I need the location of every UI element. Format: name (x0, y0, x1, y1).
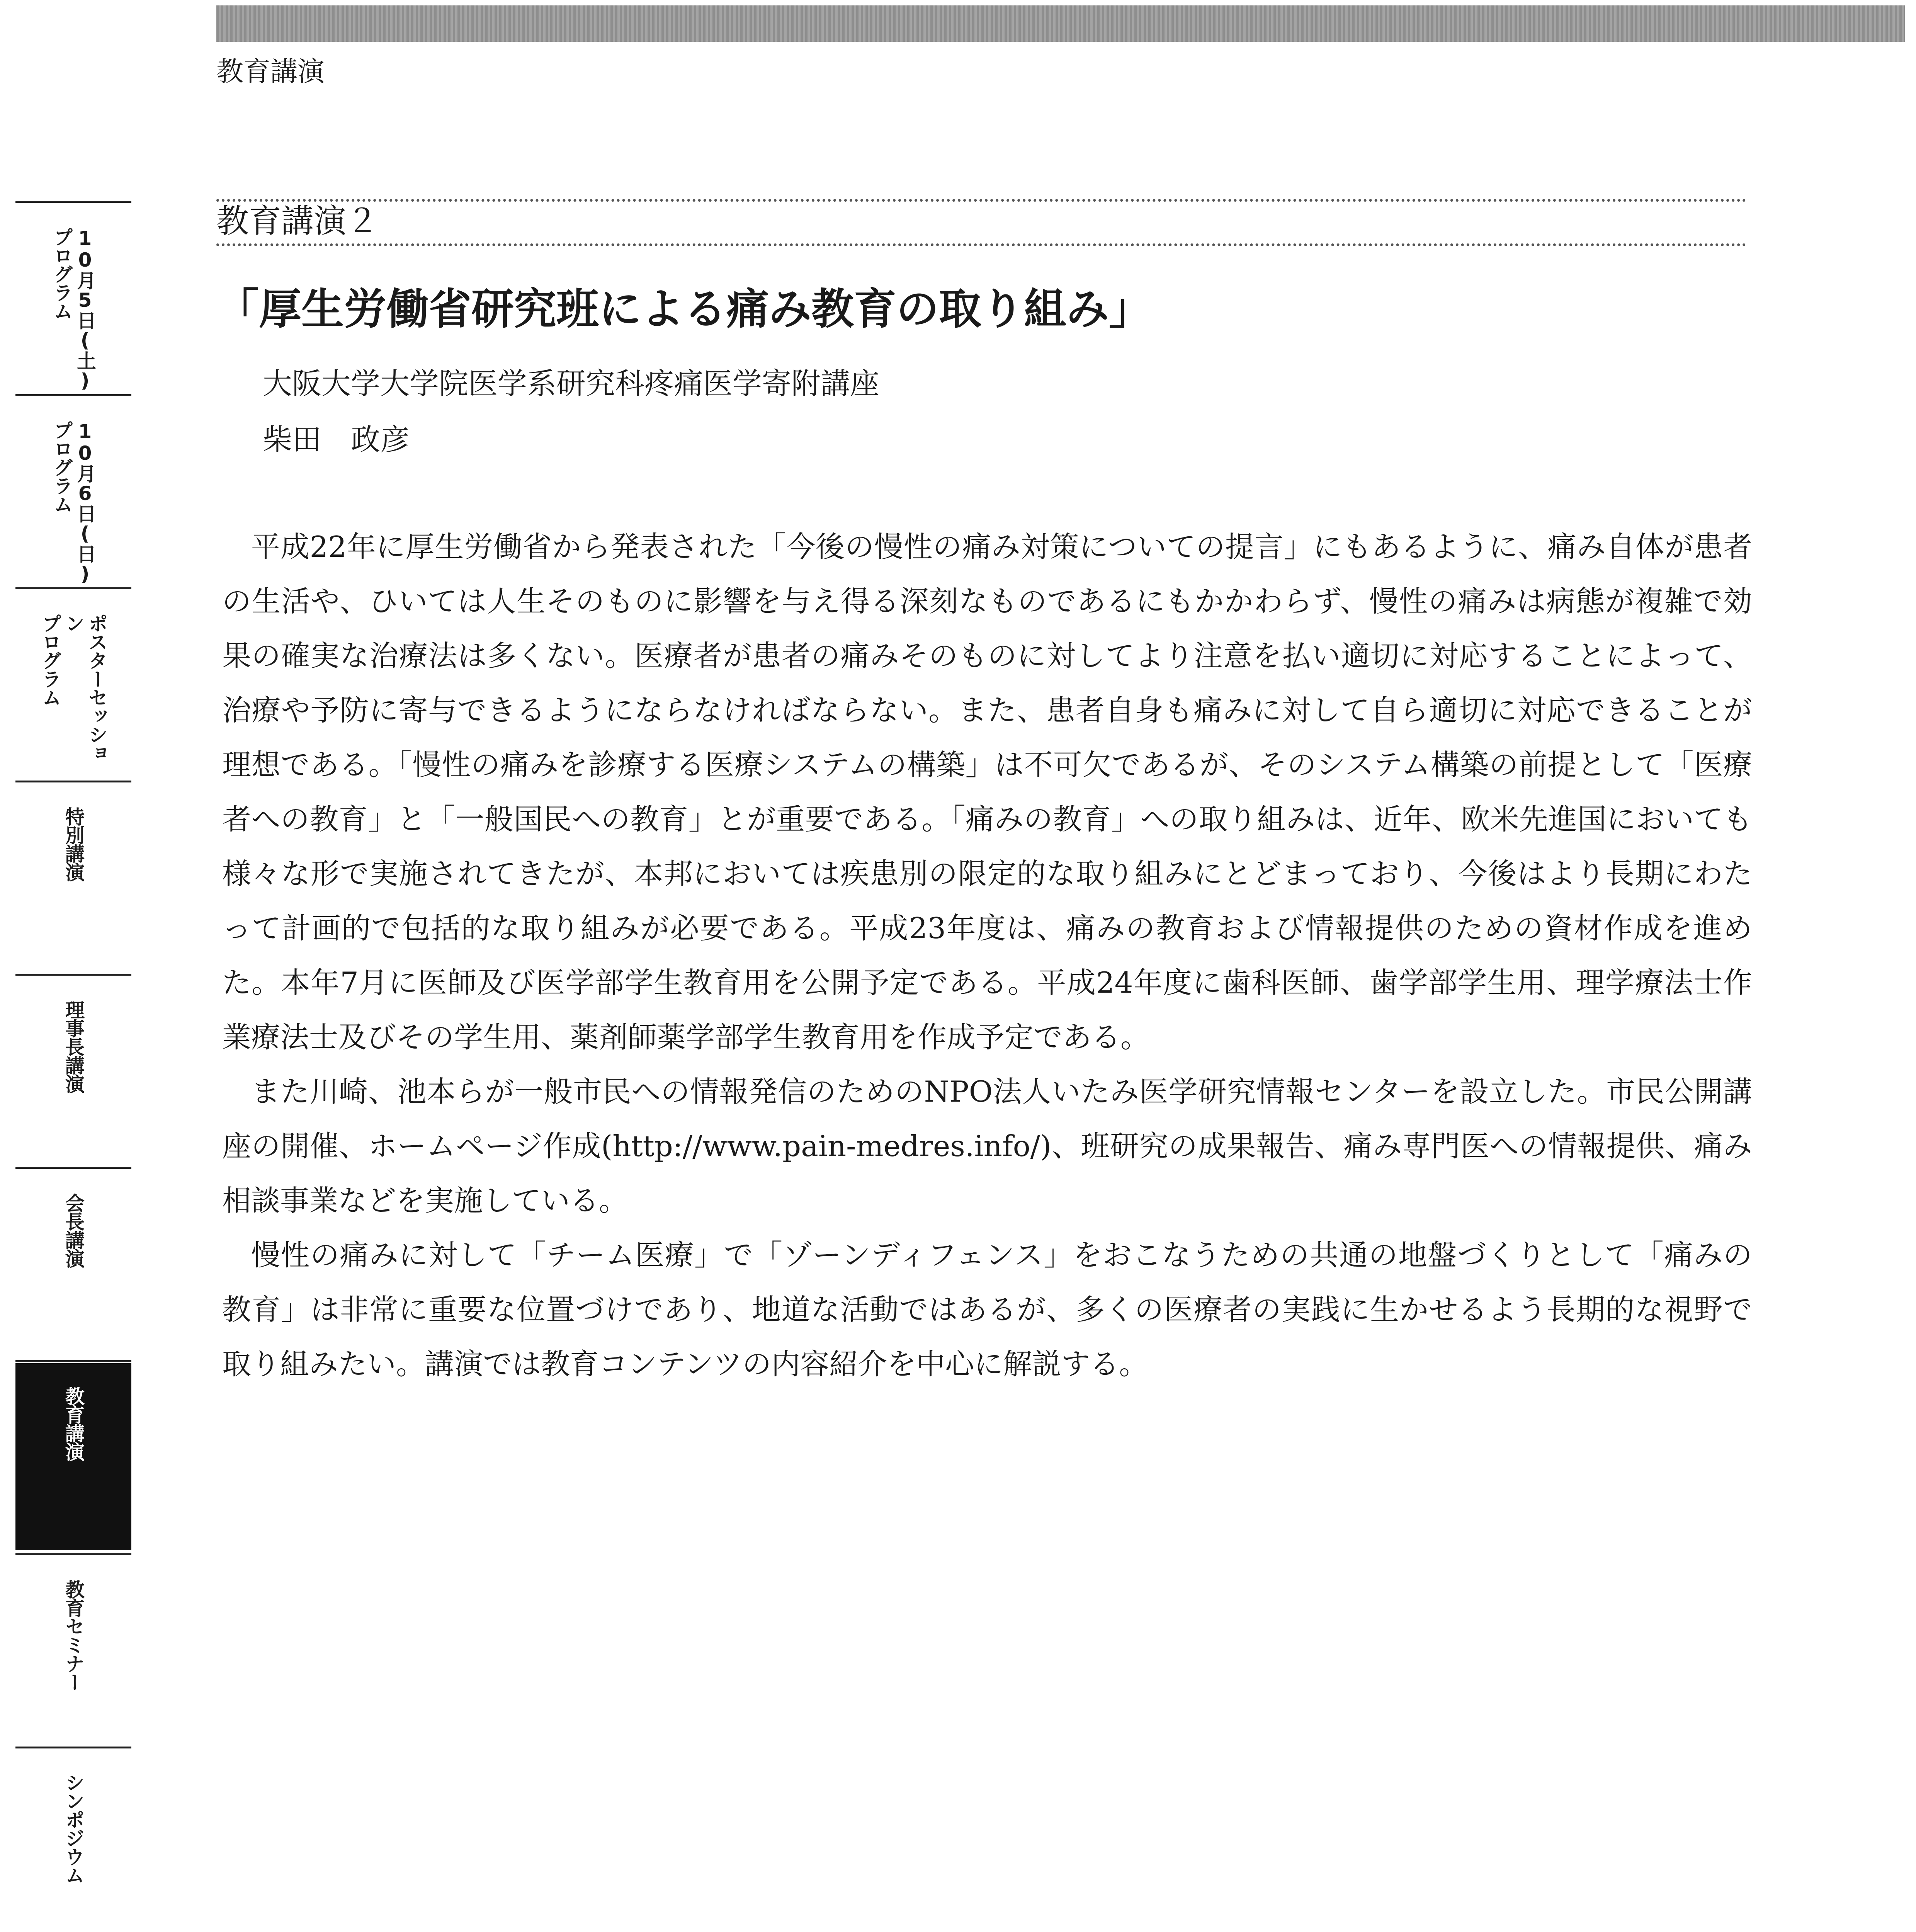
side-nav-tab[interactable] (15, 1556, 131, 1743)
side-nav-tab[interactable] (15, 397, 131, 584)
side-nav-tab-label: 教育セミナー (62, 1580, 85, 1691)
nav-separator (15, 1553, 131, 1555)
abstract-paragraph: 平成22年に厚生労働省から発表された「今後の慢性の痛み対策についての提言」にもあるように、痛み自体が患者の生活や、ひいては人生そのものに影響を与え得る深刻なものであるにもかかわらず、慢性の痛みは病態が複雑で効果の確実な治療法は多くない。医療者が患者の痛みそのものに対してより注意を払い適切に対応することによって、治療や予防に寄与できるようにならなければならない。また、患者自身も痛みに対して自ら適切に対応できることが理想である。「慢性の痛みを診療する医療システムの構築」は不可欠であるが、そのシステム構築の前提として「医療者への教育」と「一般国民への教育」とが重要である。「痛みの教育」への取り組みは、近年、欧米先進国においても様々な形で実施されてきたが、本邦においては疾患別の限定的な取り組みにとどまっており、今後はより長期にわたって計画的で包括的な取り組みが必要である。平成23年度は、痛みの教育および情報提供のための資材作成を進めた。本年7月に医師及び医学部学生教育用を公開予定である。平成24年度に歯科医師、歯学部学生用、理学療法士作業療法士及びその学生用、薬剤師薬学部学生教育用を作成予定である。 (222, 530, 1752, 1054)
author-name: 柴田 政彦 (263, 422, 410, 457)
abstract-paragraph: 慢性の痛みに対して「チーム医療」で「ゾーンディフェンス」をおこなうための共通の地盤づくりとして「痛みの教育」は非常に重要な位置づけであり、地道な活動ではあるが、多くの医療者の実践に生かせるよう長期的な視野で取り組みたい。講演では教育コンテンツの内容紹介を中心に解説する。 (222, 1238, 1752, 1381)
side-nav-tab-label: 10月6日(日) プログラム (51, 420, 96, 584)
side-nav-tab-label: 理事長講演 (62, 1000, 85, 1093)
nav-separator (15, 587, 131, 589)
side-nav-tab[interactable] (15, 1363, 131, 1550)
side-nav-tab-label: 10月5日(土) プログラム (51, 227, 96, 391)
side-nav-tab-label: 会長講演 (62, 1193, 85, 1267)
nav-separator (15, 1747, 131, 1748)
side-nav-tab-label: シンポジウム (62, 1773, 85, 1884)
nav-separator (15, 781, 131, 782)
side-nav-tab-label: ポスターセッション プログラム (39, 614, 108, 762)
lecture-title: 「厚生労働省研究班による痛み教育の取り組み」 (216, 284, 1151, 334)
running-head: 教育講演 (216, 56, 325, 87)
divider (216, 199, 1746, 202)
side-nav-tab[interactable] (15, 1170, 131, 1357)
side-nav-tab-label: 教育講演 (62, 1386, 85, 1461)
abstract-body (222, 520, 1752, 1391)
author-affiliation: 大阪大学大学院医学系研究科疼痛医学寄附講座 (263, 366, 879, 401)
nav-separator (15, 974, 131, 976)
nav-separator (15, 1360, 131, 1362)
section-label: 教育講演２ (216, 202, 379, 240)
side-nav-tab[interactable] (15, 784, 131, 971)
divider (216, 243, 1746, 246)
side-nav-tab-label: 特別講演 (62, 807, 85, 881)
side-nav-tab[interactable] (15, 1750, 131, 1932)
side-nav-tab[interactable] (15, 590, 131, 777)
header-bar (216, 5, 1905, 42)
side-nav-tab[interactable] (15, 977, 131, 1164)
abstract-paragraph: また川崎、池本らが一般市民への情報発信のためのNPO法人いたみ医学研究情報センターを設立した。市民公開講座の開催、ホームページ作成(http://www.pain-medres.info/)、班研究の成果報告、痛み専門医への情報提供、痛み相談事業などを実施している。 (222, 1075, 1752, 1218)
side-nav-tab[interactable] (15, 204, 131, 391)
nav-separator (15, 201, 131, 203)
nav-separator (15, 1167, 131, 1169)
nav-separator (15, 394, 131, 396)
